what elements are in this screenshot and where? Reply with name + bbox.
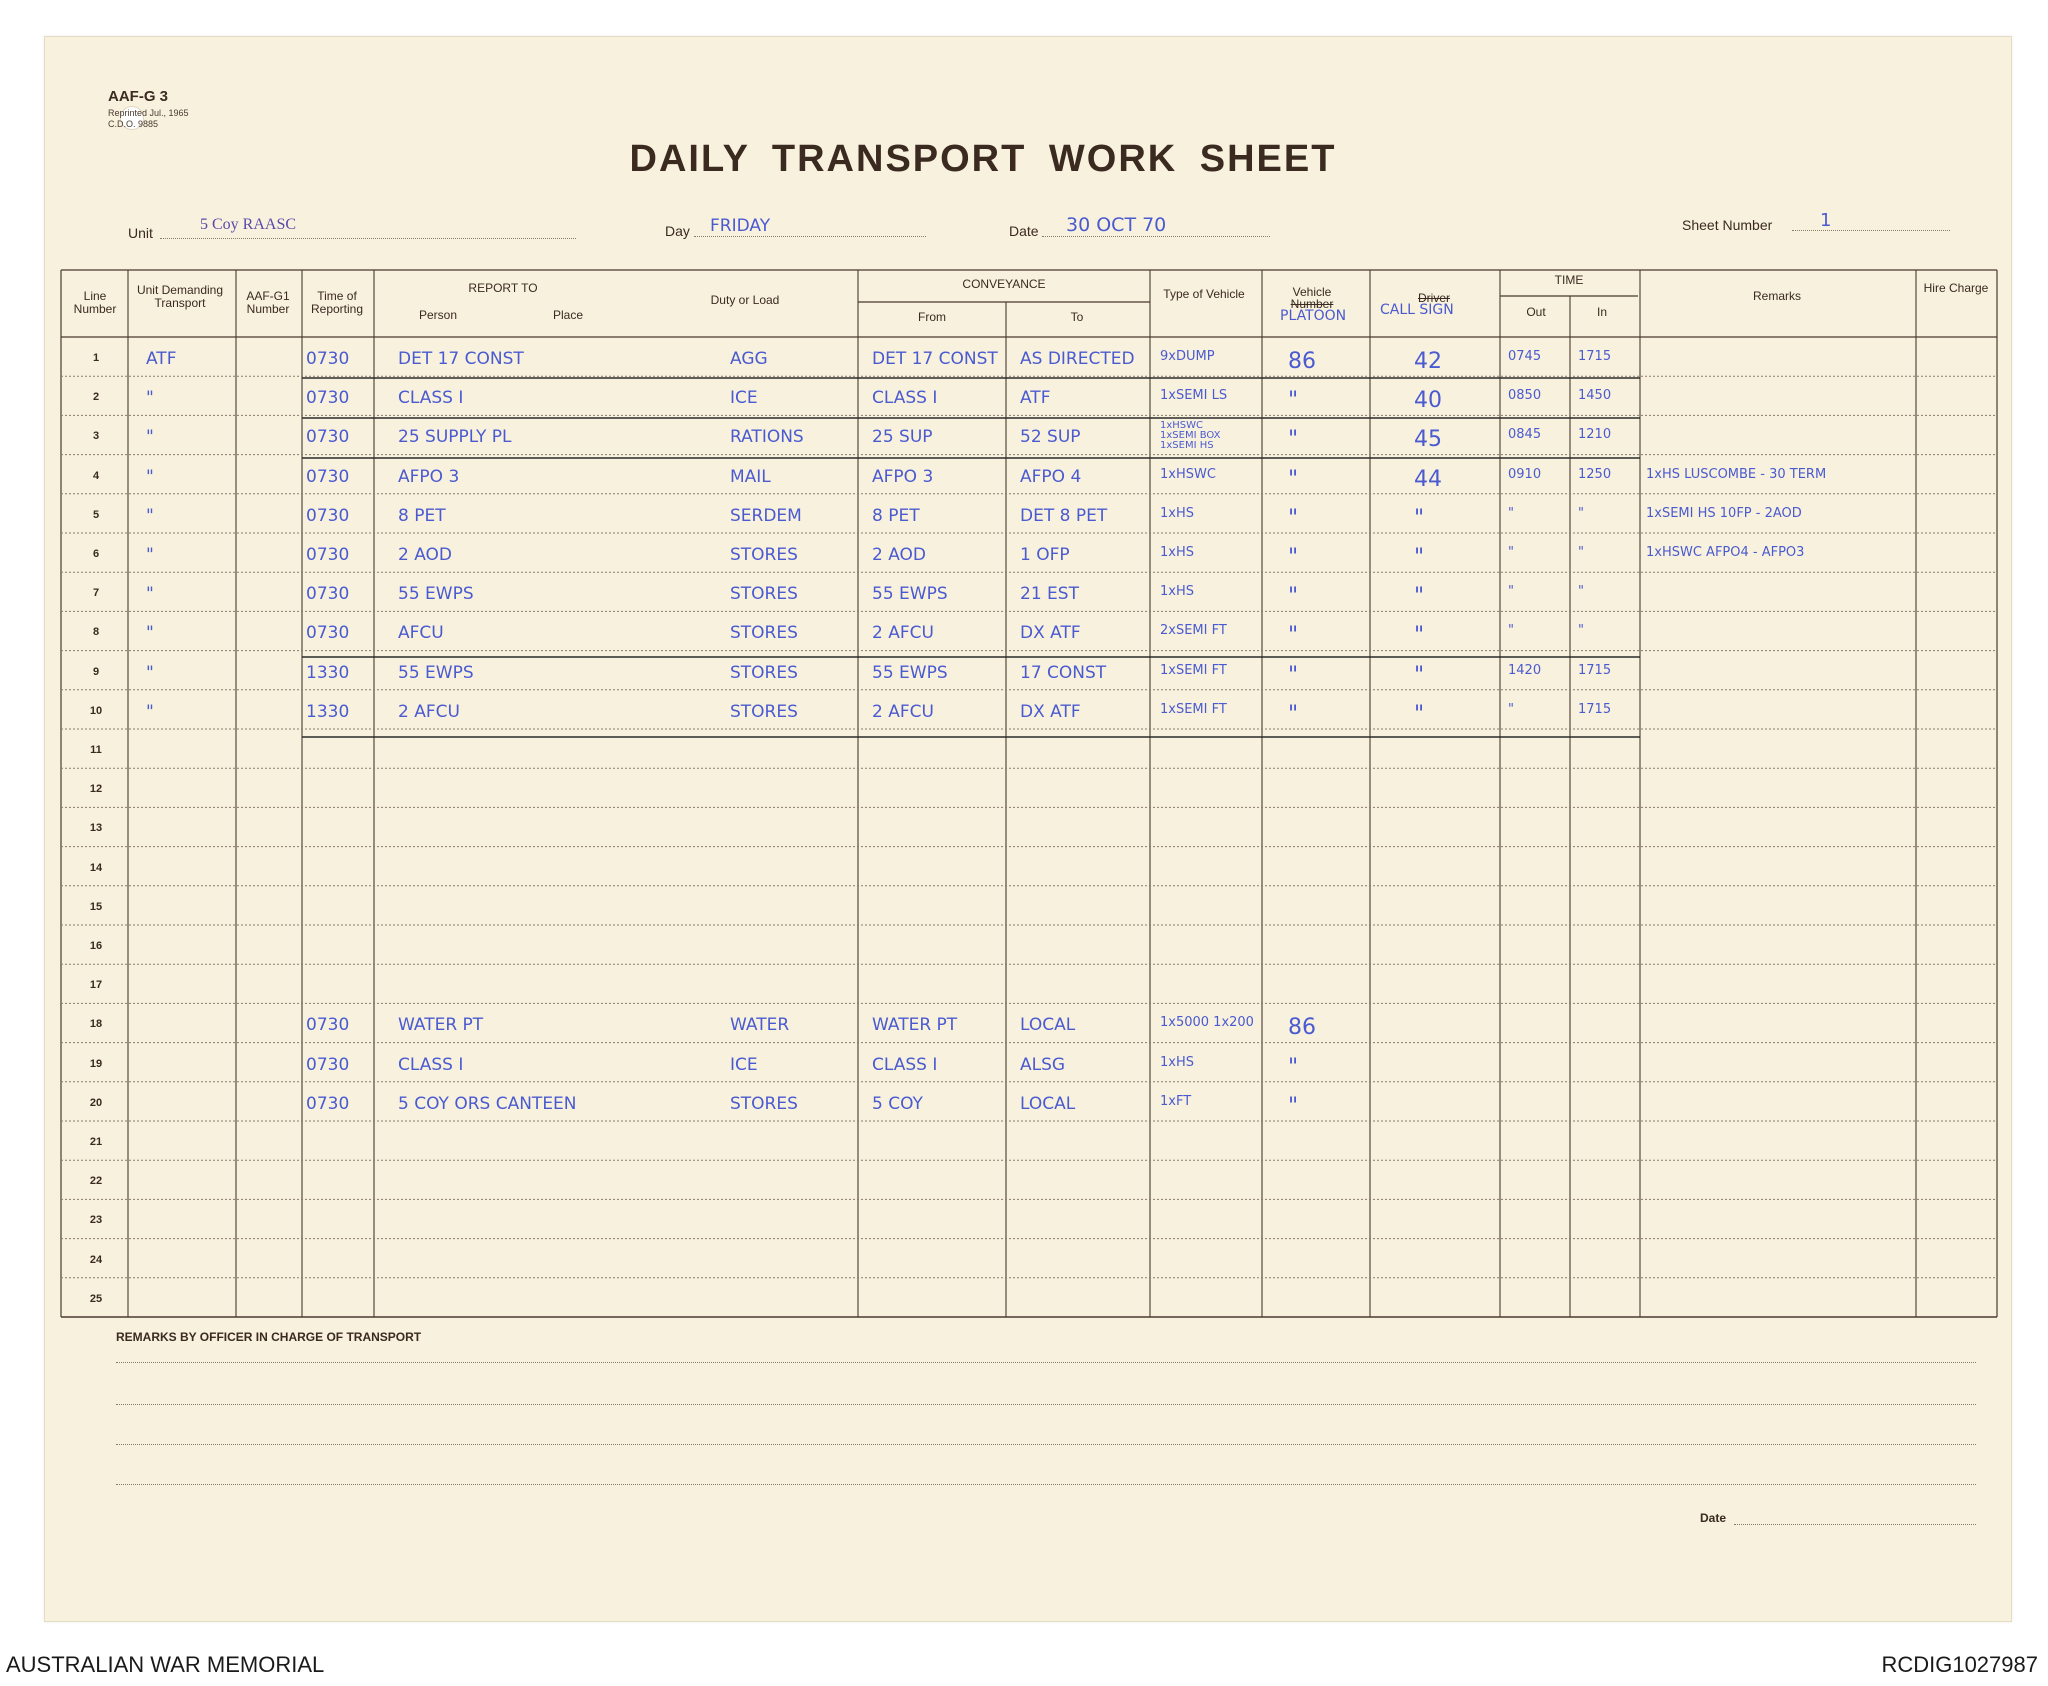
- hdr-callsign: CALL SIGN: [1380, 302, 1454, 318]
- line-number: 2: [92, 391, 100, 404]
- row-callsign: 42: [1414, 349, 1442, 374]
- row-out: 0745: [1508, 349, 1542, 364]
- row-time: 0730: [306, 584, 350, 605]
- row-to: ALSG: [1020, 1054, 1066, 1075]
- row-in: 1715: [1578, 662, 1612, 678]
- date-value: 30 OCT 70: [1066, 214, 1167, 236]
- row-vehicle: ": [1288, 505, 1299, 531]
- row-time: 0730: [306, 1093, 350, 1114]
- sheet-label: Sheet Number: [1682, 217, 1773, 233]
- row-time: 0730: [306, 545, 350, 565]
- row-time: 0730: [306, 1015, 350, 1036]
- row-type: 1xSEMI FT: [1160, 701, 1227, 717]
- line-number: 3: [92, 430, 100, 443]
- row-place: CLASS I: [398, 1054, 464, 1075]
- hdr-in: In: [1596, 305, 1607, 319]
- row-type: 9xDUMP: [1160, 349, 1215, 364]
- row-unit: ": [146, 505, 154, 526]
- row-place: CLASS I: [398, 388, 464, 409]
- row-time: 1330: [306, 701, 350, 722]
- row-type: 1xHSWC: [1160, 466, 1216, 482]
- line-number: 8: [92, 626, 100, 639]
- row-from: CLASS I: [872, 1054, 938, 1075]
- row-time: 0730: [306, 349, 350, 369]
- line-number: 20: [89, 1096, 103, 1109]
- row-unit: ": [146, 584, 154, 605]
- row-out: ": [1508, 505, 1514, 521]
- row-type: 1xFT: [1160, 1093, 1192, 1109]
- row-place: AFPO 3: [398, 466, 460, 487]
- row-out: 1420: [1508, 662, 1542, 678]
- line-number: 16: [89, 940, 103, 952]
- row-to: DX ATF: [1020, 701, 1081, 722]
- date-label: Date: [1009, 223, 1039, 239]
- row-type: 1xHS: [1160, 584, 1194, 600]
- hdr-time-rep: Time of Reporting: [310, 289, 364, 316]
- row-to: ATF: [1020, 388, 1051, 409]
- row-duty: STORES: [730, 584, 798, 605]
- row-duty: MAIL: [730, 466, 771, 487]
- hdr-aaf: AAF-G1 Number: [246, 289, 290, 316]
- hdr-line-number: Line Number: [73, 289, 117, 316]
- unit-value: 5 Coy RAASC: [200, 216, 297, 233]
- row-duty: STORES: [730, 701, 798, 722]
- remarks-line-2: [116, 1404, 1976, 1405]
- day-value: FRIDAY: [710, 216, 771, 236]
- row-callsign: ": [1414, 701, 1425, 727]
- row-to: AFPO 4: [1020, 466, 1082, 487]
- row-from: 55 EWPS: [872, 584, 948, 605]
- row-callsign: ": [1414, 545, 1425, 570]
- row-unit: ": [146, 466, 154, 487]
- remarks-line-3: [116, 1444, 1976, 1445]
- remarks-officer-label: REMARKS BY OFFICER IN CHARGE OF TRANSPORT: [116, 1330, 422, 1344]
- day-label: Day: [665, 223, 690, 239]
- unit-label: Unit: [128, 225, 153, 241]
- row-time: 0730: [306, 623, 350, 644]
- hdr-place: Place: [552, 308, 584, 322]
- row-place: 55 EWPS: [398, 584, 474, 605]
- row-in: 1450: [1578, 388, 1612, 404]
- row-callsign: ": [1414, 662, 1425, 688]
- row-from: 8 PET: [872, 505, 920, 526]
- line-number: 4: [92, 469, 100, 482]
- hdr-type: Type of Vehicle: [1163, 287, 1245, 301]
- row-unit: ATF: [146, 349, 177, 369]
- row-type: 1xHS: [1160, 1054, 1194, 1070]
- date-footer-label: Date: [1700, 1511, 1727, 1525]
- line-number: 19: [89, 1057, 103, 1070]
- line-number: 7: [92, 587, 100, 600]
- row-place: 2 AOD: [398, 545, 453, 565]
- line-number: 10: [89, 704, 103, 717]
- row-in: ": [1578, 584, 1584, 600]
- line-number: 22: [89, 1175, 103, 1188]
- row-from: 25 SUP: [872, 427, 933, 448]
- hdr-remarks: Remarks: [1752, 289, 1801, 303]
- line-number: 1: [92, 352, 100, 364]
- hdr-vehicle: Vehicle: [1292, 285, 1332, 299]
- row-duty: AGG: [730, 349, 768, 369]
- row-vehicle: ": [1288, 1093, 1299, 1119]
- form-reprint: Reprinted Jul., 1965: [108, 108, 189, 118]
- row-place: WATER PT: [398, 1015, 484, 1036]
- row-unit: ": [146, 388, 154, 409]
- page-title: DAILY TRANSPORT WORK SHEET: [629, 138, 1337, 180]
- date-footer-line: [1734, 1524, 1976, 1525]
- line-number: 21: [89, 1136, 103, 1148]
- row-from: WATER PT: [872, 1015, 958, 1036]
- row-place: 55 EWPS: [398, 662, 474, 683]
- row-duty: ICE: [730, 388, 758, 409]
- row-time: 0730: [306, 427, 350, 448]
- row-vehicle: 86: [1288, 349, 1316, 374]
- footer-credit: AUSTRALIAN WAR MEMORIAL: [6, 1652, 325, 1677]
- hdr-person: Person: [418, 308, 458, 322]
- row-in: ": [1578, 545, 1584, 560]
- row-vehicle: ": [1288, 545, 1299, 570]
- row-vehicle: ": [1288, 662, 1299, 688]
- row-out: ": [1508, 623, 1514, 639]
- row-callsign: 44: [1414, 466, 1442, 492]
- row-vehicle: 86: [1288, 1015, 1316, 1041]
- row-time: 0730: [306, 388, 350, 409]
- row-type: 1xHSWC 1xSEMI BOX 1xSEMI HS: [1160, 420, 1221, 452]
- row-to: AS DIRECTED: [1020, 349, 1135, 369]
- hdr-out: Out: [1526, 305, 1546, 319]
- row-place: AFCU: [398, 623, 444, 644]
- row-duty: STORES: [730, 662, 798, 683]
- row-out: ": [1508, 545, 1514, 560]
- line-number: 25: [89, 1292, 103, 1305]
- row-out: 0910: [1508, 466, 1542, 482]
- row-remarks: 1xSEMI HS 10FP - 2AOD: [1646, 505, 1802, 521]
- row-in: ": [1578, 505, 1584, 521]
- row-remarks: 1xHSWC AFPO4 - AFPO3: [1646, 545, 1805, 560]
- row-place: 8 PET: [398, 505, 446, 526]
- hdr-conveyance: CONVEYANCE: [962, 277, 1046, 291]
- row-to: LOCAL: [1020, 1015, 1076, 1036]
- hdr-from: From: [918, 310, 946, 324]
- row-unit: ": [146, 623, 154, 644]
- row-time: 1330: [306, 662, 350, 683]
- row-from: CLASS I: [872, 388, 938, 409]
- row-vehicle: ": [1288, 1054, 1299, 1080]
- row-unit: ": [146, 545, 154, 565]
- row-out: ": [1508, 584, 1514, 600]
- row-to: 17 CONST: [1020, 662, 1107, 683]
- row-callsign: 45: [1414, 427, 1442, 453]
- row-callsign: 40: [1414, 388, 1442, 414]
- remarks-line-4: [116, 1484, 1976, 1485]
- hdr-driver: Driver: [1418, 291, 1450, 305]
- hdr-to: To: [1070, 310, 1084, 324]
- row-to: 21 EST: [1020, 584, 1079, 605]
- row-from: AFPO 3: [872, 466, 934, 487]
- sheet-value: 1: [1820, 210, 1832, 231]
- row-callsign: ": [1414, 505, 1425, 531]
- row-callsign: ": [1414, 584, 1425, 610]
- row-in: ": [1578, 623, 1584, 639]
- line-number: 17: [89, 979, 103, 992]
- row-out: ": [1508, 701, 1514, 717]
- row-out: 0845: [1508, 427, 1542, 443]
- row-remarks: 1xHS LUSCOMBE - 30 TERM: [1646, 466, 1827, 482]
- row-place: 25 SUPPLY PL: [398, 427, 512, 448]
- row-duty: STORES: [730, 623, 798, 644]
- hdr-unit: Unit Demanding Transport: [136, 283, 224, 310]
- row-to: DET 8 PET: [1020, 505, 1108, 526]
- row-place: DET 17 CONST: [398, 349, 524, 369]
- row-from: DET 17 CONST: [872, 349, 998, 369]
- line-number: 14: [89, 861, 103, 874]
- row-to: DX ATF: [1020, 623, 1081, 644]
- row-type: 1x5000 1x200: [1160, 1015, 1254, 1031]
- remarks-line-1: [116, 1362, 1976, 1363]
- row-from: 2 AFCU: [872, 701, 934, 722]
- row-duty: WATER: [730, 1015, 790, 1036]
- row-from: 2 AOD: [872, 545, 927, 565]
- row-vehicle: ": [1288, 701, 1299, 727]
- footer-ref: RCDIG1027987: [1881, 1652, 2038, 1677]
- row-duty: STORES: [730, 545, 798, 565]
- row-unit: ": [146, 662, 154, 683]
- row-vehicle: ": [1288, 427, 1299, 453]
- row-from: 55 EWPS: [872, 662, 948, 683]
- row-place: 5 COY ORS CANTEEN: [398, 1093, 577, 1114]
- row-in: 1715: [1578, 349, 1612, 364]
- row-in: 1250: [1578, 466, 1612, 482]
- hdr-report-to: REPORT TO: [468, 281, 538, 295]
- line-number: 18: [89, 1018, 103, 1031]
- line-number: 24: [89, 1253, 103, 1266]
- row-type: 2xSEMI FT: [1160, 623, 1227, 639]
- row-duty: STORES: [730, 1093, 798, 1114]
- row-type: 1xHS: [1160, 505, 1194, 521]
- row-time: 0730: [306, 1054, 350, 1075]
- row-to: LOCAL: [1020, 1093, 1076, 1114]
- row-type: 1xHS: [1160, 545, 1194, 560]
- row-callsign: ": [1414, 623, 1425, 649]
- line-number: 12: [89, 783, 103, 796]
- row-in: 1210: [1578, 427, 1612, 443]
- row-to: 52 SUP: [1020, 427, 1081, 448]
- row-vehicle: ": [1288, 388, 1299, 414]
- form-code: AAF-G 3: [108, 88, 168, 105]
- hdr-time: TIME: [1554, 273, 1584, 287]
- hdr-duty: Duty or Load: [710, 293, 780, 307]
- row-out: 0850: [1508, 388, 1542, 404]
- row-type: 1xSEMI FT: [1160, 662, 1227, 678]
- row-in: 1715: [1578, 701, 1612, 717]
- row-unit: ": [146, 427, 154, 448]
- row-type: 1xSEMI LS: [1160, 388, 1228, 404]
- hdr-hire: Hire Charge: [1923, 281, 1989, 295]
- line-number: 9: [92, 665, 100, 678]
- row-unit: ": [146, 701, 154, 722]
- line-number: 23: [89, 1214, 103, 1227]
- line-number: 15: [89, 900, 103, 913]
- line-number: 13: [89, 822, 103, 835]
- line-number: 11: [90, 744, 102, 756]
- row-to: 1 OFP: [1020, 545, 1070, 565]
- form-cdo: C.D.O. 9885: [108, 119, 159, 129]
- hdr-platoon: PLATOON: [1280, 308, 1347, 324]
- row-place: 2 AFCU: [398, 701, 460, 722]
- line-number: 6: [92, 548, 100, 560]
- row-from: 5 COY: [872, 1093, 923, 1114]
- row-vehicle: ": [1288, 466, 1299, 492]
- row-time: 0730: [306, 466, 350, 487]
- row-duty: ICE: [730, 1054, 758, 1075]
- row-vehicle: ": [1288, 623, 1299, 649]
- row-duty: SERDEM: [730, 505, 802, 526]
- row-duty: RATIONS: [730, 427, 804, 448]
- hdr-vehicle-number: Number: [1290, 297, 1334, 311]
- row-vehicle: ": [1288, 584, 1299, 610]
- row-from: 2 AFCU: [872, 623, 934, 644]
- line-number: 5: [92, 508, 100, 521]
- row-time: 0730: [306, 505, 350, 526]
